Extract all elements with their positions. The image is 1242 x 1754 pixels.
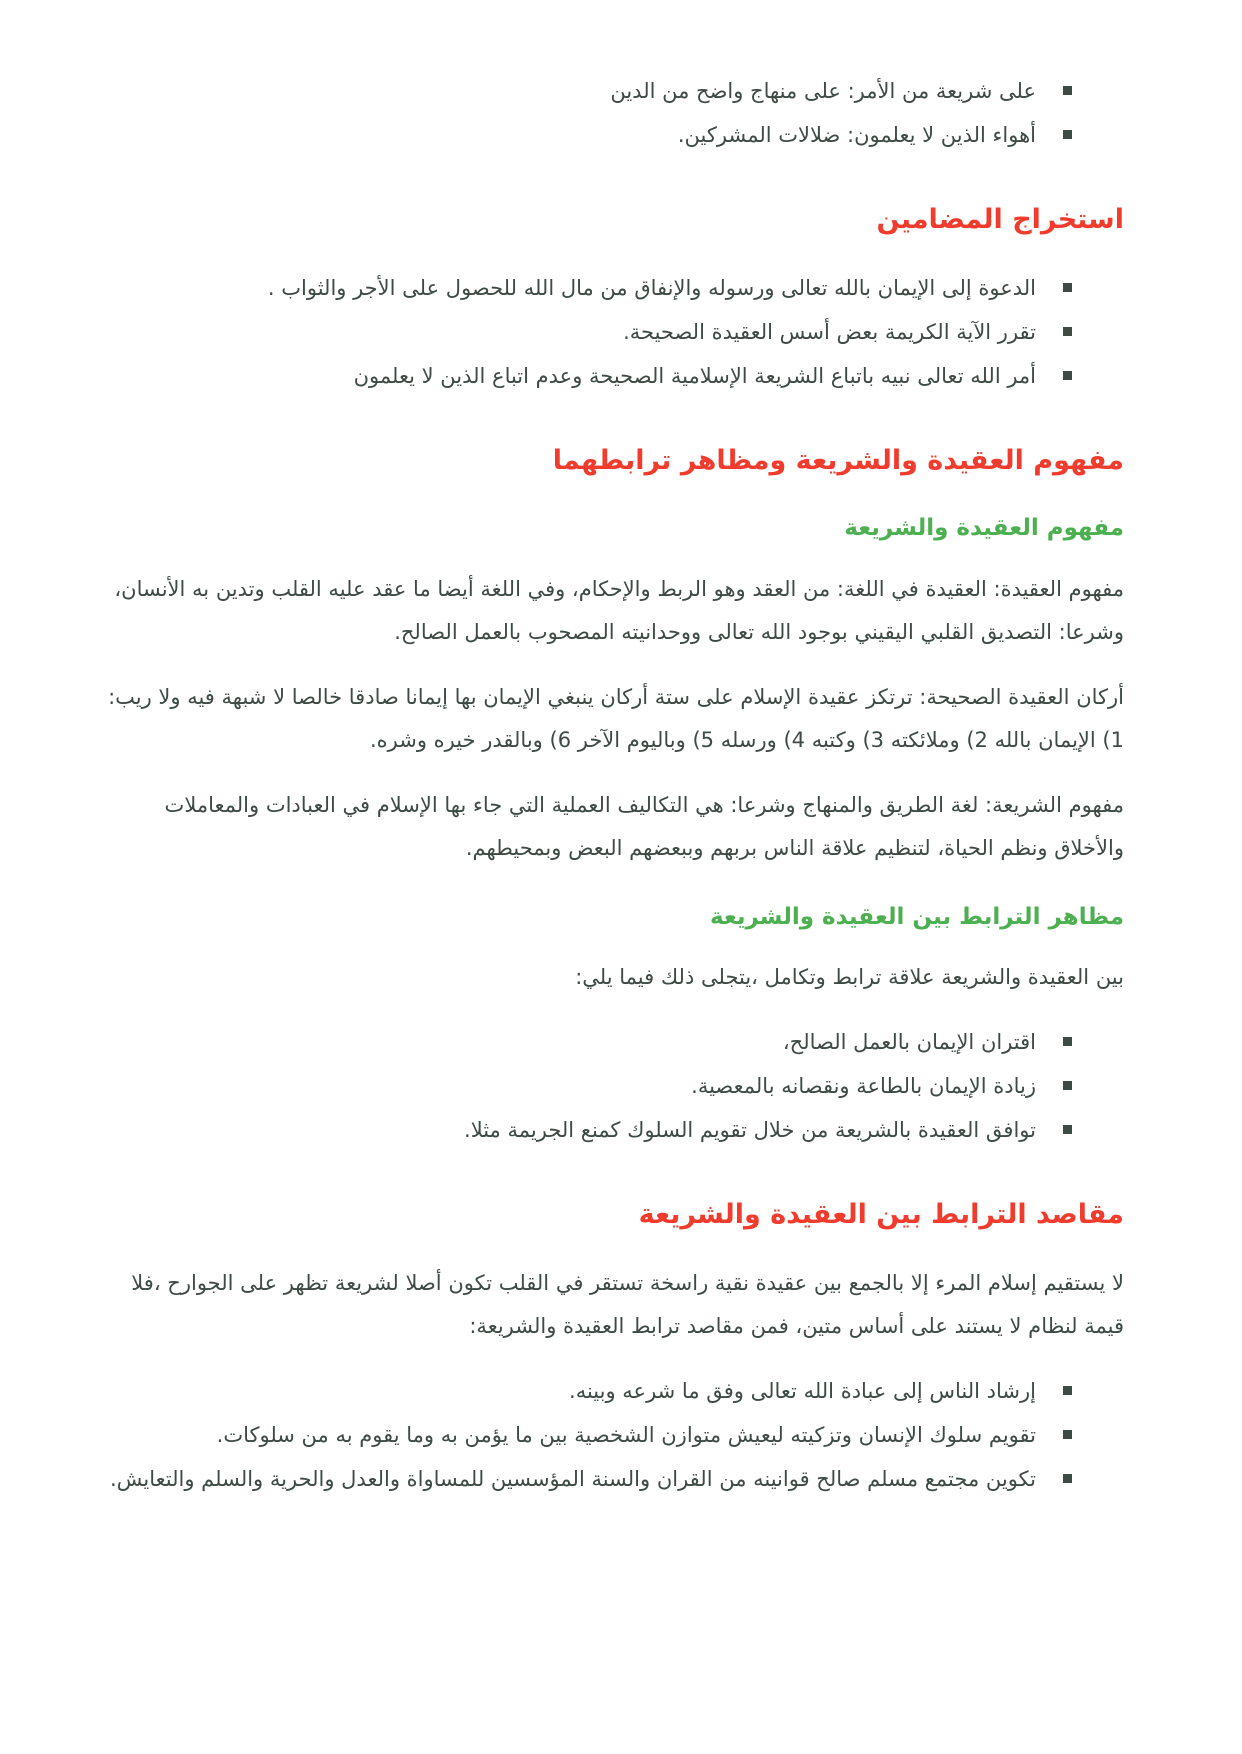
paragraph: بين العقيدة والشريعة علاقة ترابط وتكامل ،يتجلى ذلك فيما يلي:	[575, 965, 1124, 990]
bullet-text: أهواء الذين لا يعلمون: ضلالات المشركين.	[677, 123, 1036, 147]
bullet-square-icon	[1063, 1430, 1072, 1439]
bullet-text: تكوين مجتمع مسلم صالح قوانينه من القران والسنة المؤسسين للمساواة والعدل والحرية والسلم والتعايش.	[109, 1466, 1036, 1491]
bullet-item	[92, 355, 1072, 397]
section-heading: مفهوم العقيدة والشريعة ومظاهر ترابطهما	[552, 444, 1124, 476]
paragraph: أركان العقيدة الصحيحة: ترتكز عقيدة الإسلام على ستة أركان ينبغي الإيمان بها إيمانا صادقا خالصا لا شبهة فيه ولا ريب: 1) الإيمان بالله 2) وملائكته 3) وكتبه 4) ورسله 5) وباليوم الآخر 6) وبالقدر خيره وشره.	[108, 684, 1124, 752]
bullet-text: إرشاد الناس إلى عبادة الله تعالى وفق ما شرعه وبينه.	[569, 1378, 1036, 1403]
bullet-square-icon	[1063, 1037, 1072, 1046]
bullet-text: على شريعة من الأمر: على منهاج واضح من الدين	[610, 79, 1036, 103]
bullet-item	[92, 267, 1072, 309]
bullet-text: زيادة الإيمان بالطاعة ونقصانه بالمعصية.	[691, 1074, 1036, 1099]
bullet-square-icon	[1063, 86, 1072, 95]
subsection-heading: مظاهر الترابط بين العقيدة والشريعة	[709, 903, 1124, 930]
bullet-item	[92, 1370, 1072, 1412]
bullet-item	[92, 311, 1072, 353]
paragraph: مفهوم الشريعة: لغة الطريق والمنهاج وشرعا: هي التكاليف العملية التي جاء بها الإسلام في العبادات والمعاملات والأخلاق ونظم الحياة، لتنظيم علاقة الناس بربهم وببعضهم البعض وبمحيطهم.	[164, 792, 1124, 860]
section-heading: مقاصد الترابط بين العقيدة والشريعة	[638, 1199, 1124, 1231]
bullet-list	[92, 1021, 1124, 1151]
bullet-item	[92, 1458, 1072, 1500]
subsection-heading: مفهوم العقيدة والشريعة	[844, 515, 1124, 541]
bullet-list	[92, 70, 1124, 156]
bullet-item	[92, 1065, 1072, 1107]
bullet-square-icon	[1063, 1125, 1072, 1134]
bullet-item	[92, 114, 1072, 156]
bullet-square-icon	[1063, 1386, 1072, 1395]
bullet-list	[92, 267, 1124, 397]
bullet-text: توافق العقيدة بالشريعة من خلال تقويم السلوك كمنع الجريمة مثلا.	[464, 1118, 1036, 1143]
bullet-list	[92, 1370, 1124, 1500]
bullet-item	[92, 1109, 1072, 1151]
document-body	[92, 70, 1124, 1500]
bullet-square-icon	[1063, 130, 1072, 139]
bullet-text: اقتران الإيمان بالعمل الصالح،	[782, 1030, 1036, 1055]
bullet-item	[92, 70, 1072, 112]
bullet-square-icon	[1063, 371, 1072, 380]
bullet-item	[92, 1021, 1072, 1063]
paragraph: لا يستقيم إسلام المرء إلا بالجمع بين عقيدة نقية راسخة تستقر في القلب تكون أصلا لشريعة تظهر على الجوارح ،فلا قيمة لنظام لا يستند على أساس متين، فمن مقاصد ترابط العقيدة والشريعة:	[131, 1270, 1124, 1338]
bullet-square-icon	[1063, 327, 1072, 336]
bullet-text: أمر الله تعالى نبيه باتباع الشريعة الإسلامية الصحيحة وعدم اتباع الذين لا يعلمون	[353, 363, 1036, 388]
bullet-item	[92, 1414, 1072, 1456]
bullet-square-icon	[1063, 283, 1072, 292]
bullet-text: تقرر الآية الكريمة بعض أسس العقيدة الصحيحة.	[623, 319, 1036, 344]
bullet-square-icon	[1063, 1474, 1072, 1483]
paragraph: مفهوم العقيدة: العقيدة في اللغة: من العقد وهو الربط والإحكام، وفي اللغة أيضا ما عقد عليه القلب وتدين به الأنسان، وشرعا: التصديق القلبي اليقيني بوجود الله تعالى ووحدانيته المصحوب بالعمل الصالح.	[114, 576, 1124, 644]
section-heading: استخراج المضامين	[876, 204, 1124, 235]
bullet-square-icon	[1063, 1081, 1072, 1090]
bullet-text: تقويم سلوك الإنسان وتزكيته ليعيش متوازن الشخصية بين ما يؤمن به وما يقوم به من سلوكات.	[216, 1422, 1036, 1447]
bullet-text: الدعوة إلى الإيمان بالله تعالى ورسوله والإنفاق من مال الله للحصول على الأجر والثواب .	[267, 275, 1036, 300]
